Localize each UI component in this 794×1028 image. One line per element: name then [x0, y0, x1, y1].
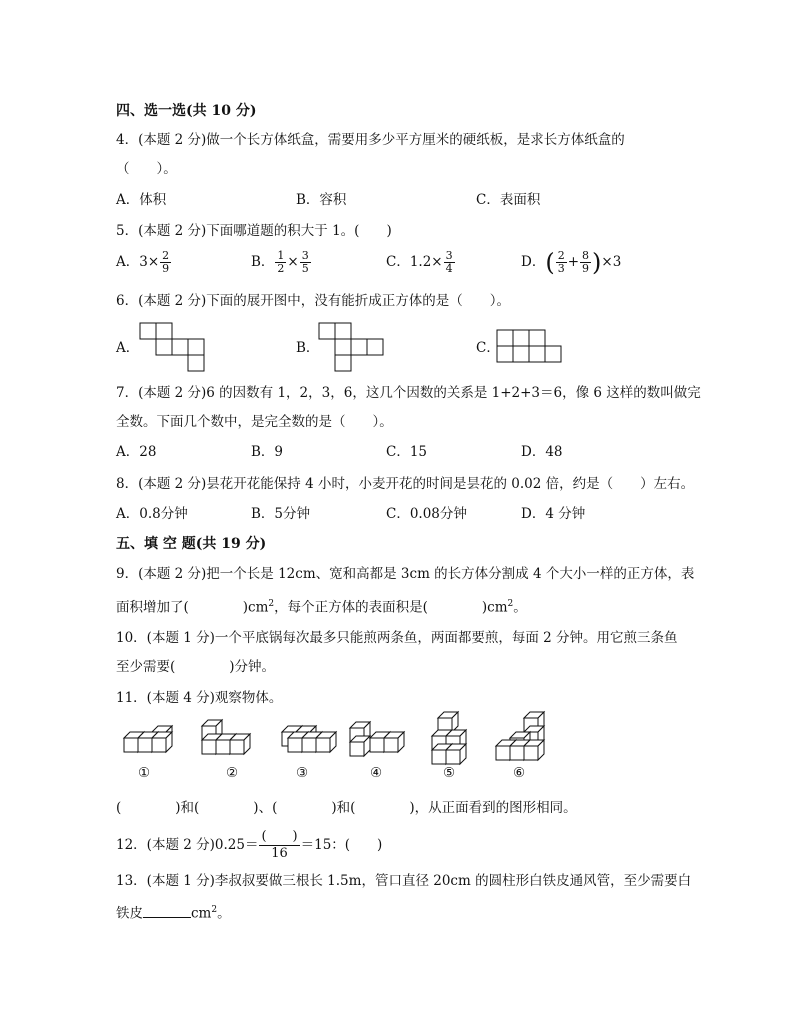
q6-option-b: B． — [296, 340, 320, 356]
q5-stem: 5．(本题 2 分)下面哪道题的积大于 1。( ) — [116, 223, 392, 239]
left-paren: ( — [545, 248, 555, 277]
figure-label-3: ③ — [296, 765, 309, 781]
figure-label-1: ① — [138, 765, 151, 781]
q11-answer-line: ( )和( )、( )和( )，从正面看到的图形相同。 — [116, 800, 577, 816]
q4-option-c: C．表面积 — [476, 192, 541, 208]
q6-stem: 6．(本题 2 分)下面的展开图中，没有能折成正方体的是（ ）。 — [116, 293, 511, 309]
q4-line1: 4．(本题 2 分)做一个长方体纸盒，需要用多少平方厘米的硬纸板，是求长方体纸盒的 — [116, 132, 625, 148]
figure-label-6: ⑥ — [513, 765, 526, 781]
q4-line2: （ ）。 — [116, 161, 177, 177]
q12-fraction — [259, 829, 299, 862]
fraction — [300, 250, 311, 275]
q7-option-a: A．28 — [116, 444, 157, 460]
q6-option-c: C． — [476, 340, 500, 356]
net-c-figure — [497, 330, 567, 366]
q9-text-b: ，每个正方体的表面积是( )cm — [274, 599, 508, 616]
q9-line1: 9．(本题 2 分)把一个长是 12cm、宽和高都是 3cm 的长方体分割成 4 个大小一样的正方体，表 — [116, 566, 695, 582]
section-4-title: 四、选一选(共 10 分) — [116, 103, 257, 119]
q10-line1: 10．(本题 1 分)一个平底锅每次最多只能煎两条鱼，两面都要煎，每面 2 分钟。用它煎三条鱼 — [116, 630, 678, 646]
figure-2-cubes — [202, 720, 250, 754]
q5-option-d — [521, 250, 621, 275]
q12-suffix: ＝15：( ) — [300, 837, 383, 853]
section-5-title: 五、填 空 题(共 19 分) — [116, 536, 267, 552]
q5-d-suffix: ×3 — [601, 254, 622, 270]
q13-superscript: 2 — [211, 905, 218, 915]
q7-option-c: C．15 — [386, 444, 428, 460]
figure-label-5: ⑤ — [443, 765, 456, 781]
q5-d-prefix: D． — [521, 254, 546, 270]
q8-option-c: C．0.08分钟 — [386, 506, 467, 522]
q8-line1: 8．(本题 2 分)昙花开花能保持 4 小时，小麦开花的时间是昙花的 0.02 倍，约是（ ）左右。 — [116, 476, 695, 492]
numerator: ( ) — [261, 829, 298, 844]
q12-prefix: 12．(本题 2 分)0.25＝ — [116, 837, 259, 853]
q5-option-b — [251, 250, 312, 275]
q5-b-prefix: B． — [251, 254, 275, 270]
fraction — [580, 250, 591, 275]
numerator: 3 — [301, 249, 309, 262]
denominator: 5 — [301, 262, 309, 275]
q9-text-a: 面积增加了( )cm — [116, 599, 269, 616]
net-a-figure — [140, 323, 210, 373]
figure-label-2: ② — [226, 765, 239, 781]
q5-a-prefix: A．3× — [116, 254, 160, 270]
figure-label-4: ④ — [370, 765, 383, 781]
q10-line2: 至少需要( )分钟。 — [116, 659, 276, 675]
q13-text-c: 。 — [217, 905, 231, 922]
denominator: 9 — [582, 262, 590, 275]
q9-line2 — [116, 595, 527, 617]
q13-answer-blank[interactable] — [143, 903, 191, 918]
numerator: 3 — [445, 249, 453, 262]
fraction — [160, 250, 171, 275]
q9-superscript-2: 2 — [507, 599, 514, 609]
q8-option-d: D．4 分钟 — [521, 506, 586, 522]
numerator: 8 — [582, 249, 590, 262]
q13-text-b: cm — [191, 905, 212, 922]
q7-line2: 全数。下面几个数中，是完全数的是（ ）。 — [116, 414, 393, 430]
q12-line — [116, 825, 382, 865]
q11-stem: 11．(本题 4 分)观察物体。 — [116, 690, 283, 706]
q4-option-a: A．体积 — [116, 192, 167, 208]
q13-line2 — [116, 901, 231, 923]
q11-block-figures — [118, 718, 738, 764]
figure-6-cubes — [496, 712, 544, 760]
plus-sign: + — [567, 254, 580, 270]
figure-5-cubes — [432, 712, 466, 764]
q8-option-a: A．0.8分钟 — [116, 506, 188, 522]
denominator: 4 — [445, 262, 453, 275]
q5-option-a — [116, 250, 172, 275]
q13-text-a: 铁皮 — [116, 905, 143, 922]
q6-option-a: A． — [116, 340, 140, 356]
q4-option-b: B．容积 — [296, 192, 347, 208]
times-sign: × — [287, 254, 299, 270]
figure-3-cubes — [282, 726, 336, 752]
q13-line1: 13．(本题 1 分)李叔叔要做三根长 1.5m，管口直径 20cm 的圆柱形白铁皮通风管，至少需要白 — [116, 873, 692, 889]
numerator: 2 — [557, 249, 565, 262]
denominator: 3 — [557, 262, 565, 275]
fraction — [275, 250, 286, 275]
q9-text-c: 。 — [513, 599, 527, 616]
q7-option-b: B．9 — [251, 444, 284, 460]
denominator: 2 — [277, 262, 285, 275]
q5-c-prefix: C．1.2× — [386, 254, 443, 270]
q7-line1: 7．(本题 2 分)6 的因数有 1，2，3，6，这几个因数的关系是 1+2+3＝6，像 6 这样的数叫做完 — [116, 385, 701, 401]
q7-option-d: D．48 — [521, 444, 563, 460]
net-b-figure — [319, 323, 389, 373]
fraction — [444, 250, 455, 275]
numerator: 2 — [162, 249, 170, 262]
numerator: 1 — [277, 249, 285, 262]
denominator: 16 — [271, 846, 288, 861]
fraction — [556, 250, 567, 275]
figure-4-cubes — [350, 722, 404, 756]
q8-option-b: B．5分钟 — [251, 506, 311, 522]
q5-option-c — [386, 250, 456, 275]
q9-superscript-1: 2 — [268, 599, 275, 609]
figure-1-cubes — [124, 726, 172, 752]
denominator: 9 — [162, 262, 170, 275]
right-paren: ) — [592, 248, 602, 277]
